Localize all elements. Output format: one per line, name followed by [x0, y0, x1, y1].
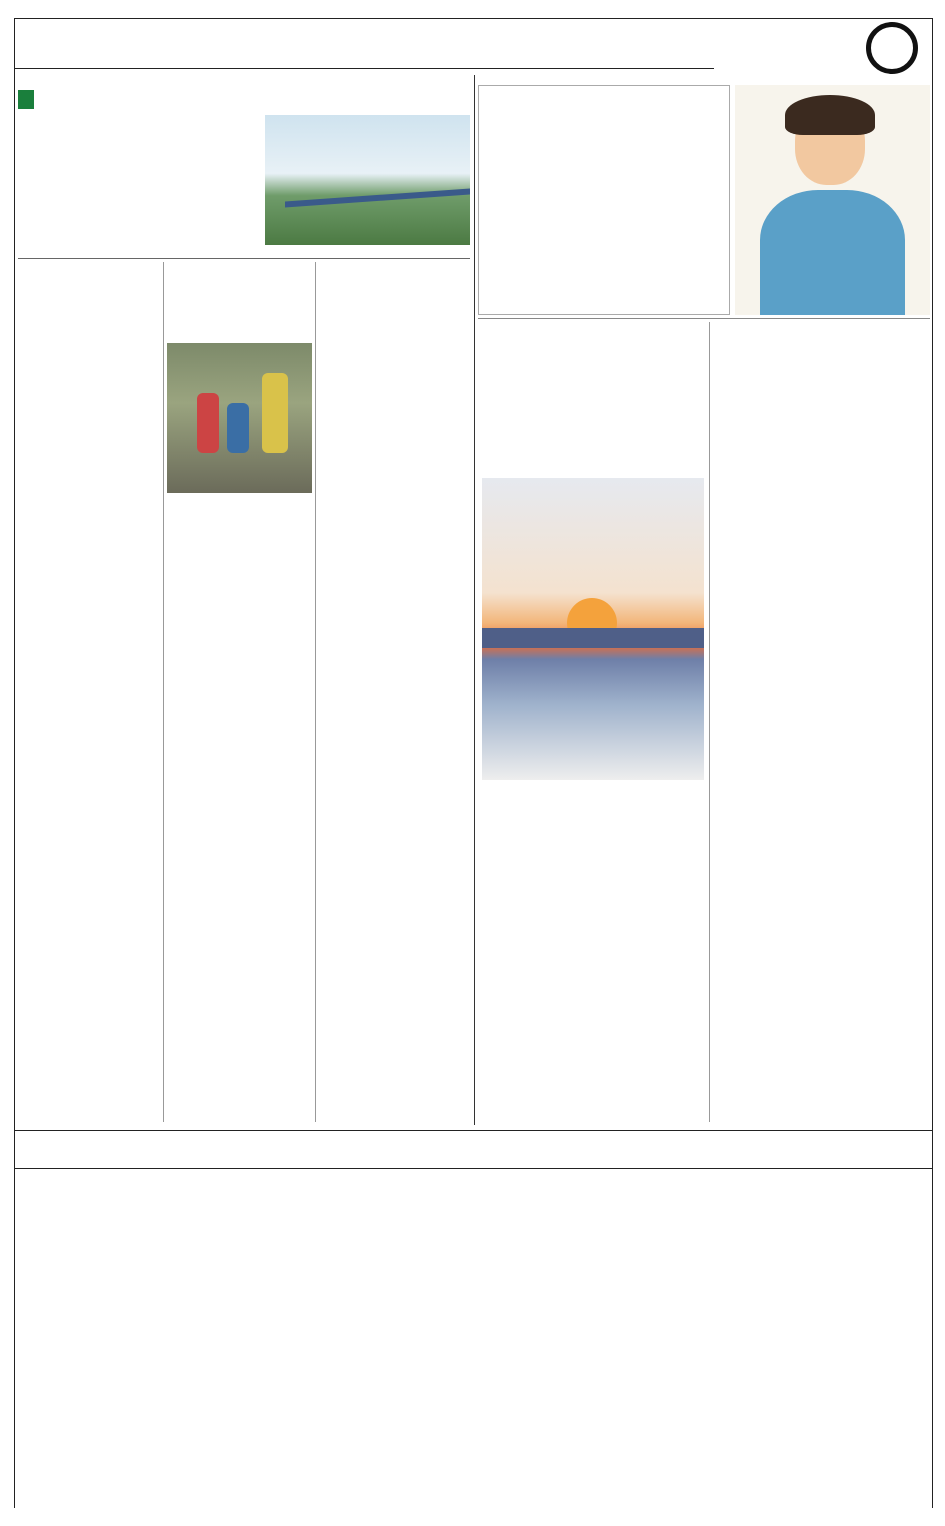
section-rule-top	[14, 1130, 932, 1131]
story-col-2b	[167, 497, 312, 1122]
story-rule	[18, 258, 470, 259]
poem-1-body	[482, 130, 722, 310]
story-tag	[18, 90, 34, 109]
poem-2-continued	[482, 782, 704, 1122]
right-border	[932, 18, 933, 1508]
river-photo	[265, 115, 470, 245]
col-divider	[163, 262, 164, 1122]
story-col-1	[18, 262, 160, 1124]
sunset-illustration	[482, 478, 704, 780]
newspaper-logo	[733, 22, 918, 76]
section-rule-bottom	[14, 1168, 932, 1169]
children-photo	[167, 343, 312, 493]
story-col-2	[167, 262, 312, 342]
poem-illustration	[735, 85, 930, 315]
left-border	[14, 18, 15, 1508]
section-divider	[474, 75, 475, 1125]
header-rule	[14, 68, 714, 69]
story-col-3	[319, 262, 469, 1122]
story-2-body	[713, 372, 930, 792]
story-2-continued	[713, 800, 930, 1122]
poem-rule	[478, 318, 930, 319]
col-divider	[709, 322, 710, 1122]
page-number	[866, 22, 918, 74]
top-rule	[14, 18, 932, 19]
col-divider	[315, 262, 316, 1122]
